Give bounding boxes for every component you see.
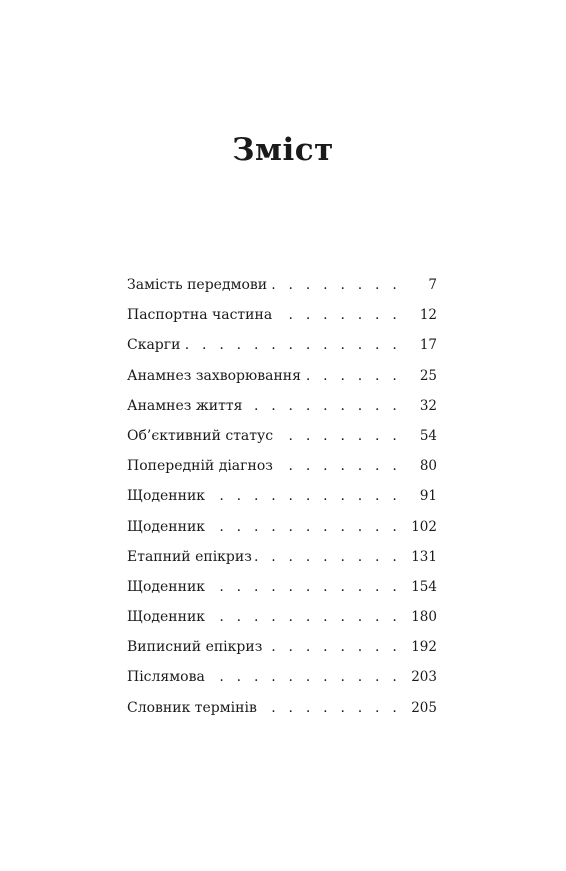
toc-entry-page: 25 (419, 367, 437, 384)
dot-leader (304, 361, 401, 391)
toc-entry[interactable] (127, 602, 437, 632)
toc-entry-title: Попередній діагноз (127, 458, 273, 475)
toc-entry-title: Анамнез життя (127, 397, 243, 414)
toc-entry-title: Післямова (127, 669, 205, 686)
toc-entry-title: Замість передмови (127, 277, 268, 293)
toc-entry[interactable] (127, 451, 437, 481)
toc-entry[interactable] (127, 270, 437, 300)
toc-entry-page: 17 (419, 337, 437, 354)
toc-entry[interactable] (127, 330, 437, 360)
dot-leader (276, 421, 401, 451)
dot-leader (255, 542, 401, 572)
toc-entry[interactable] (127, 542, 437, 572)
toc-entry[interactable] (127, 481, 437, 511)
toc-entry-page: 205 (411, 699, 437, 716)
dot-leader (208, 662, 401, 692)
toc-entry[interactable] (127, 693, 437, 723)
dot-leader (183, 330, 401, 360)
toc-entry-page: 192 (411, 639, 437, 656)
dot-leader (208, 602, 401, 632)
toc-entry-title: Об’єктивний статус (127, 427, 274, 444)
toc-entry-page: 102 (411, 518, 437, 535)
toc-entry[interactable] (127, 572, 437, 602)
dot-leader (208, 481, 401, 511)
dot-leader (208, 512, 401, 542)
toc-entry-page: 180 (411, 609, 437, 626)
toc-entry-page: 80 (419, 458, 437, 475)
dot-leader (276, 451, 401, 481)
toc-entry-title: Скарги (127, 337, 181, 354)
dot-leader (208, 572, 401, 602)
toc-entry[interactable] (127, 662, 437, 692)
page-title: Зміст (232, 132, 334, 168)
toc-entry-page: 203 (411, 669, 437, 686)
toc-entry-title: Щоденник (127, 578, 206, 595)
toc-entry-page: 7 (428, 277, 437, 293)
toc-entry-title: Паспортна частина (127, 307, 273, 324)
toc-entry-page: 12 (419, 307, 437, 324)
toc-entry-title: Виписний епікриз (127, 639, 263, 656)
toc-entry-page: 154 (411, 578, 437, 595)
toc-entry[interactable] (127, 361, 437, 391)
toc-entry-page: 32 (419, 397, 437, 414)
table-of-contents (127, 270, 437, 723)
dot-leader (265, 632, 401, 662)
toc-entry-page: 91 (419, 488, 437, 505)
toc-entry[interactable] (127, 391, 437, 421)
toc-entry-page: 131 (411, 548, 437, 565)
toc-entry-title: Щоденник (127, 488, 206, 505)
dot-leader (270, 270, 401, 300)
toc-entry-title: Щоденник (127, 609, 206, 626)
toc-entry[interactable] (127, 632, 437, 662)
toc-entry-title: Етапний епікриз (127, 548, 252, 565)
toc-entry-page: 54 (419, 427, 437, 444)
toc-entry-title: Анамнез захворювання (127, 367, 301, 384)
toc-entry-title: Словник термінів (127, 699, 257, 716)
dot-leader (245, 391, 401, 421)
toc-entry[interactable] (127, 300, 437, 330)
dot-leader (260, 693, 401, 723)
toc-entry-title: Щоденник (127, 518, 206, 535)
dot-leader (275, 300, 401, 330)
toc-entry[interactable] (127, 421, 437, 451)
toc-entry[interactable] (127, 512, 437, 542)
